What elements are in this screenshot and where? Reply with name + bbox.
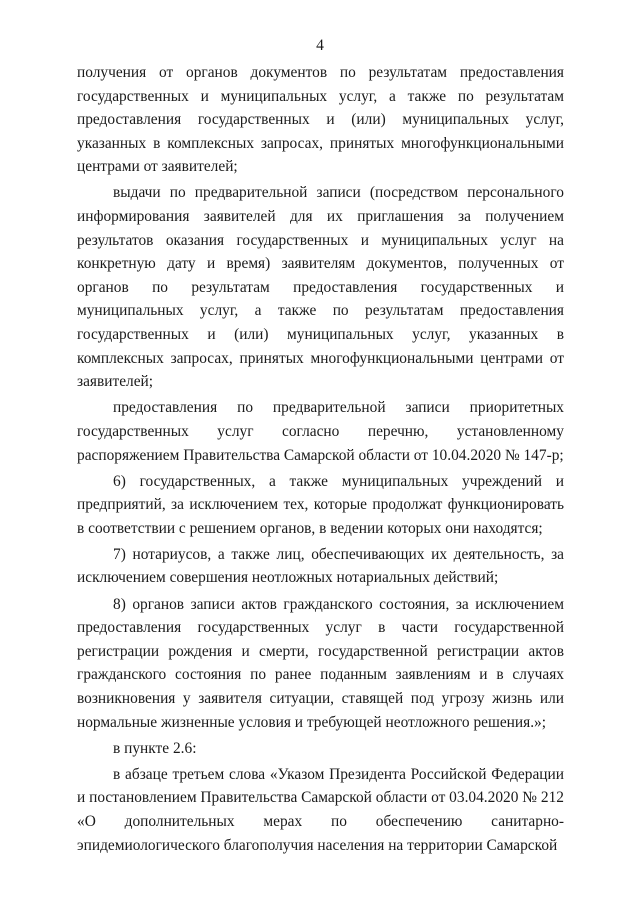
- paragraph-third-indent: в абзаце третьем слова «Указом Президента Российской Федерации и постановлением Правительства Самарской области от 03.04.2020 № 212 «О дополнительных мерах по обеспечению санитарно-эпидемиологического благополучия населения на территории Самарской: [77, 765, 564, 854]
- paragraph-item-8: 8) органов записи актов гражданского состояния, за исключением предоставления государственных услуг в части государственной регистрации рождения и смерти, государственной регистрации актов гражданского состояния по ранее поданным заявлениям и в случаях возникновения у заявителя ситуации, ставящей под угрозу жизнь или нормальные жизненные условия и требующей неотложного решения.»;: [77, 595, 564, 731]
- paragraph-item-6: 6) государственных, а также муниципальных учреждений и предприятий, за исключением тех, которые продолжат функционировать в соответствии с решением органов, в ведении которых они находятся;: [77, 472, 564, 537]
- paragraph-receipt-documents: получения от органов документов по результатам предоставления государственных и муниципальных услуг, а также по результатам предоставления государственных и (или) муниципальных услуг, указанных в комплексных запросах, принятых многофункциональными центрами от заявителей;: [77, 64, 564, 176]
- paragraph-priority-services: предоставления по предварительной записи приоритетных государственных услуг согласно перечню, установленному распоряжением Правительства Самарской области от 10.04.2020 № 147-р;: [77, 399, 564, 464]
- page-number: 4: [316, 37, 324, 54]
- paragraph-issue-by-appointment: выдачи по предварительной записи (посредством персонального информирования заявителей для их приглашения за получением результатов оказания государственных и муниципальных услуг на конкретную дату и время) заявителям документов, полученных от органов по результатам предоставления государственных и муниципальных услуг, а также по результатам предоставления государственных и (или) муниципальных услуг, указанных в комплексных запросах, принятых многофункциональными центрами от заявителей;: [77, 184, 564, 391]
- paragraph-clause-2-6: в пункте 2.6:: [113, 739, 197, 757]
- document-body: [77, 61, 564, 860]
- paragraph-item-7: 7) нотариусов, а также лиц, обеспечивающих их деятельность, за исключением совершения неотложных нотариальных действий;: [77, 545, 564, 587]
